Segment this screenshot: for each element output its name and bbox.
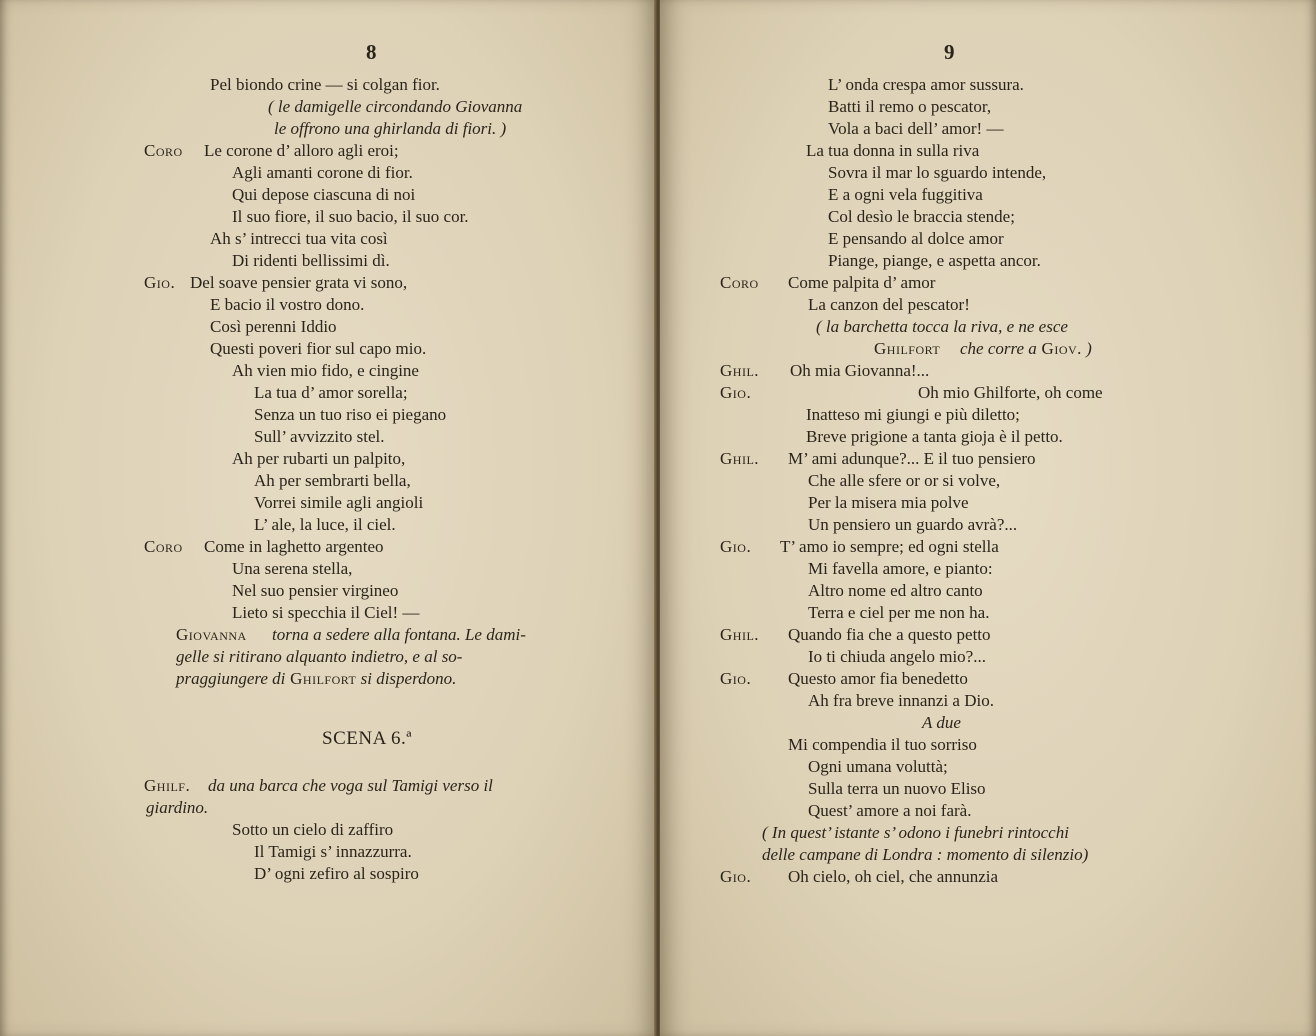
- verse-line: D’ ogni zefiro al sospiro: [254, 864, 419, 883]
- speaker-label: Gio.: [144, 273, 176, 292]
- verse-line: Ah per sembrarti bella,: [254, 471, 411, 490]
- verse-line: Questo amor fia benedetto: [788, 669, 968, 688]
- verse-line: Piange, piange, e aspetta ancor.: [828, 251, 1041, 270]
- verse-line: Del soave pensier grata vi sono,: [190, 273, 408, 292]
- verse-line: Ah s’ intrecci tua vita così: [210, 229, 388, 248]
- verse-line: Mi compendia il tuo sorriso: [788, 735, 977, 754]
- verse-line: M’ ami adunque?... E il tuo pensiero: [788, 449, 1036, 468]
- stage-direction-line: praggiungere di Ghilfort si disperdono.: [176, 669, 457, 688]
- stage-direction-line: ( la barchetta tocca la riva, e ne esce: [816, 317, 1068, 336]
- verse-line: Sulla terra un nuovo Eliso: [808, 779, 986, 798]
- verse-line: E a ogni vela fuggitiva: [828, 185, 983, 204]
- verse-line: La tua donna in sulla riva: [806, 141, 980, 160]
- verse-line: T’ amo io sempre; ed ogni stella: [780, 537, 999, 556]
- verse-line: Col desìo le braccia stende;: [828, 207, 1015, 226]
- verse-line: Ah vien mio fido, e cingine: [232, 361, 419, 380]
- stage-direction-line: da una barca che voga sul Tamigi verso il: [208, 776, 493, 795]
- left-page: [0, 0, 656, 1036]
- verse-line: Ah per rubarti un palpito,: [232, 449, 406, 468]
- speaker-label: Gio.: [720, 669, 752, 688]
- verse-line: L’ ale, la luce, il ciel.: [254, 515, 396, 534]
- verse-line: Batti il remo o pescator,: [828, 97, 992, 116]
- verse-line: Oh mia Giovanna!...: [790, 361, 930, 380]
- verse-line: Per la misera mia polve: [808, 493, 969, 512]
- verse-line: Sovra il mar lo sguardo intende,: [828, 163, 1047, 182]
- verse-line: La tua d’ amor sorella;: [254, 383, 408, 402]
- verse-line: La canzon del pescator!: [808, 295, 970, 314]
- verse-line: Quest’ amore a noi farà.: [808, 801, 972, 820]
- speaker-label: Ghil.: [720, 361, 760, 380]
- verse-line: Io ti chiuda angelo mio?...: [808, 647, 986, 666]
- verse-line: E bacio il vostro dono.: [210, 295, 365, 314]
- verse-line: Una serena stella,: [232, 559, 353, 578]
- speaker-label: Gio.: [720, 537, 752, 556]
- verse-line: Breve prigione a tanta gioja è il petto.: [806, 427, 1063, 446]
- verse-line: Ogni umana voluttà;: [808, 757, 948, 776]
- character-name: Giovanna: [176, 625, 247, 644]
- verse-line: Lieto si specchia il Ciel! —: [232, 603, 420, 622]
- verse-line: Il suo fiore, il suo bacio, il suo cor.: [232, 207, 469, 226]
- verse-line: L’ onda crespa amor sussura.: [828, 75, 1024, 94]
- verse-line: Ah fra breve innanzi a Dio.: [808, 691, 994, 710]
- verse-line: Come palpita d’ amor: [788, 273, 936, 292]
- verse-line: Così perenni Iddio: [210, 317, 337, 336]
- verse-line: Quando fia che a questo petto: [788, 625, 991, 644]
- speaker-label: Coro: [144, 537, 183, 556]
- verse-line: Sotto un cielo di zaffiro: [232, 820, 394, 839]
- stage-direction-line: giardino.: [146, 798, 209, 817]
- right-page: [660, 0, 1316, 1036]
- page-number-left: 8: [366, 40, 377, 64]
- stage-direction-line: le offrono una ghirlanda di fiori. ): [274, 119, 507, 138]
- verse-line: Di ridenti bellissimi dì.: [232, 251, 390, 270]
- verse-line: Questi poveri fior sul capo mio.: [210, 339, 427, 358]
- verse-line: Un pensiero un guardo avrà?...: [808, 515, 1018, 534]
- stage-direction-line: delle campane di Londra : momento di silenzio): [762, 845, 1089, 864]
- speaker-label: Ghilf.: [144, 776, 191, 795]
- page-number-right: 9: [944, 40, 955, 64]
- verse-line: Come in laghetto argenteo: [204, 537, 384, 556]
- verse-line: Agli amanti corone di fior.: [232, 163, 413, 182]
- stage-direction-line: torna a sedere alla fontana. Le dami-: [272, 625, 526, 644]
- stage-direction-line: ( In quest’ istante s’ odono i funebri rintocchi: [762, 823, 1069, 842]
- verse-line: E pensando al dolce amor: [828, 229, 1004, 248]
- verse-line: Pel biondo crine — si colgan fior.: [210, 75, 440, 94]
- verse-line: Oh cielo, oh ciel, che annunzia: [788, 867, 999, 886]
- speaker-label: Ghil.: [720, 625, 760, 644]
- stage-direction-line: A due: [922, 713, 961, 732]
- speaker-label: Gio.: [720, 867, 752, 886]
- verse-line: Vorrei simile agli angioli: [254, 493, 424, 512]
- speaker-label: Coro: [720, 273, 759, 292]
- stage-direction-line: gelle si ritirano alquanto indietro, e al so-: [176, 647, 463, 666]
- speaker-label: Gio.: [720, 383, 752, 402]
- verse-line: Le corone d’ alloro agli eroi;: [204, 141, 399, 160]
- verse-line: Terra e ciel per me non ha.: [808, 603, 990, 622]
- scene-heading: SCENA 6.ª: [322, 728, 412, 749]
- verse-line: Nel suo pensier virgineo: [232, 581, 399, 600]
- speaker-label: Ghil.: [720, 449, 760, 468]
- verse-line: Altro nome ed altro canto: [808, 581, 983, 600]
- verse-line: Sull’ avvizzito stel.: [254, 427, 385, 446]
- verse-line: Che alle sfere or or si volve,: [808, 471, 1001, 490]
- verse-line: Mi favella amore, e pianto:: [808, 559, 993, 578]
- character-name: Ghilfort: [874, 339, 941, 358]
- verse-line: Il Tamigi s’ innazzurra.: [254, 842, 412, 861]
- verse-line: Qui depose ciascuna di noi: [232, 185, 416, 204]
- speaker-label: Coro: [144, 141, 183, 160]
- verse-line: Oh mio Ghilforte, oh come: [918, 383, 1103, 402]
- stage-direction-line: ( le damigelle circondando Giovanna: [268, 97, 523, 116]
- verse-line: Inatteso mi giungi e più diletto;: [806, 405, 1020, 424]
- verse-line: Vola a baci dell’ amor! —: [828, 119, 1004, 138]
- verse-line: Senza un tuo riso ei piegano: [254, 405, 447, 424]
- stage-direction-line: che corre a Giov. ): [960, 339, 1092, 358]
